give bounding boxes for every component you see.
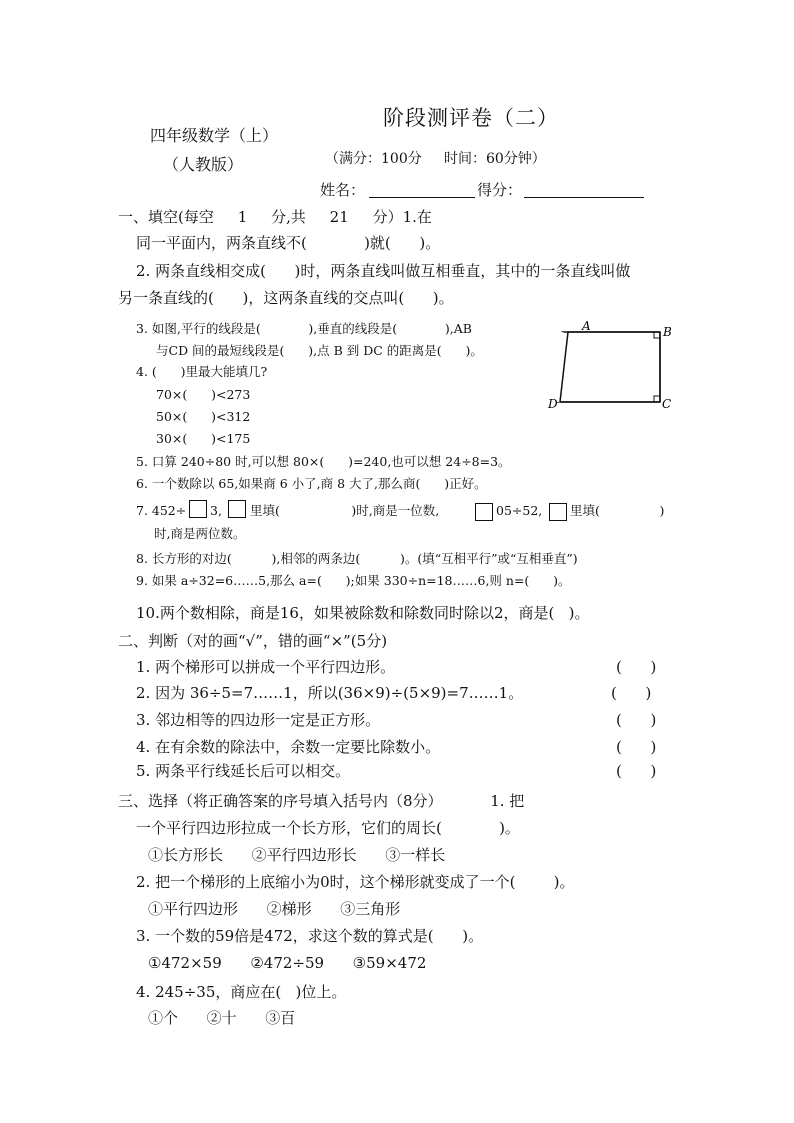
s2-item-2: 2. 因为 36÷5=7……1，所以(36×9)÷(5×9)=7……1。	[136, 684, 524, 702]
s2-item-4: 4. 在有余数的除法中，余数一定要比除数小。	[136, 738, 441, 756]
s1-q4-item-3: 30×( )<175	[156, 431, 251, 446]
s3-q1-options: ①长方形长 ②平行四边形长 ③一样长	[148, 846, 446, 864]
s1-q10-text: 10.两个数相除，商是16，如果被除数和除数同时除以2，商是( )。	[136, 604, 590, 622]
s1-q7-box-4[interactable]	[549, 503, 567, 521]
s1-q9-text: 9. 如果 a÷32=6……5,那么 a=( );如果 330÷n=18……6,则 n=( )。	[136, 573, 571, 588]
s1-q7-part-c: 里填( )时,商是一位数,	[250, 503, 440, 518]
s1-q4-text: 4. ( )里最大能填几?	[136, 364, 268, 379]
s1-q7-text-line2: 时,商是两位数。	[154, 526, 246, 541]
s2-answer-1[interactable]: ( )	[616, 658, 657, 676]
s3-q2-text: 2. 把一个梯形的上底缩小为0时，这个梯形就变成了一个( )。	[136, 873, 575, 891]
exam-title: 阶段测评卷（二）	[383, 106, 559, 130]
s1-q5-text: 5. 口算 240÷80 时,可以想 80×( )=240,也可以想 24÷8=3。	[136, 454, 511, 469]
s2-answer-5[interactable]: ( )	[616, 762, 657, 780]
name-label: 姓名：	[320, 181, 366, 199]
vertex-label-c: C	[662, 397, 672, 411]
s1-q4-item-2: 50×( )<312	[156, 409, 251, 424]
s1-q7-box-1[interactable]	[189, 500, 207, 518]
score-blank[interactable]	[524, 197, 644, 198]
s2-item-1: 1. 两个梯形可以拼成一个平行四边形。	[136, 658, 396, 676]
section3-heading: 三、选择（将正确答案的序号填入括号内（8分） 1. 把	[118, 792, 525, 810]
s1-q4-item-1: 70×( )<273	[156, 387, 251, 402]
s1-q6-text: 6. 一个数除以 65,如果商 6 小了,商 8 大了,那么商( )正好。	[136, 476, 487, 491]
s1-q7-box-2[interactable]	[228, 500, 246, 518]
s1-q7-part-b: 3,	[210, 503, 222, 518]
s3-q1-text: 一个平行四边形拉成一个长方形，它们的周长( )。	[136, 819, 520, 837]
vertex-label-b: B	[663, 325, 672, 339]
vertex-label-d: D	[548, 397, 558, 411]
s3-q3-options: ①472×59 ②472÷59 ③59×472	[148, 954, 427, 972]
s3-q4-text: 4. 245÷35，商应在( )位上。	[136, 983, 347, 1001]
edition-label: （人教版）	[163, 155, 244, 174]
s1-q3-text-line2: 与CD 间的最短线段是( ),点 B 到 DC 的距离是( )。	[156, 343, 483, 358]
s1-q2-text-line1: 2. 两条直线相交成( )时，两条直线叫做互相垂直，其中的一条直线叫做	[136, 262, 631, 280]
score-label: 得分：	[477, 181, 523, 199]
s1-q7-part-d: 05÷52,	[496, 503, 543, 518]
s1-q3-text-line1: 3. 如图,平行的线段是( ),垂直的线段是( ),AB	[136, 321, 472, 336]
s1-q7-part-e: 里填( )	[570, 503, 665, 518]
s1-q7-box-3[interactable]	[475, 503, 493, 521]
s3-q2-options: ①平行四边形 ②梯形 ③三角形	[148, 900, 401, 918]
section2-heading: 二、判断（对的画“√”，错的画“×”(5分)	[118, 632, 388, 650]
s2-answer-3[interactable]: ( )	[616, 711, 657, 729]
vertex-label-a: A	[582, 319, 591, 333]
grade-label: 四年级数学（上）	[150, 126, 279, 145]
s2-answer-4[interactable]: ( )	[616, 738, 657, 756]
trapezoid-figure	[540, 318, 680, 418]
name-blank[interactable]	[369, 197, 475, 198]
s2-answer-2[interactable]: ( )	[611, 684, 652, 702]
score-time-info: （满分：100分 时间：60分钟）	[325, 151, 546, 167]
s3-q3-text: 3. 一个数的59倍是472，求这个数的算式是( )。	[136, 927, 484, 945]
s1-q8-text: 8. 长方形的对边( ),相邻的两条边( )。(填“互相平行”或“互相垂直”)	[136, 551, 578, 566]
s2-item-3: 3. 邻边相等的四边形一定是正方形。	[136, 711, 381, 729]
s3-q4-options: ①个 ②十 ③百	[148, 1009, 296, 1027]
section1-heading: 一、填空(每空 1 分,共 21 分）1.在	[118, 208, 432, 226]
s1-q7-part-a: 7. 452÷	[136, 503, 187, 518]
s1-q1-text: 同一平面内，两条直线不( )就( )。	[136, 234, 441, 252]
s2-item-5: 5. 两条平行线延长后可以相交。	[136, 762, 351, 780]
s1-q2-text-line2: 另一条直线的( )，这两条直线的交点叫( )。	[118, 289, 454, 307]
